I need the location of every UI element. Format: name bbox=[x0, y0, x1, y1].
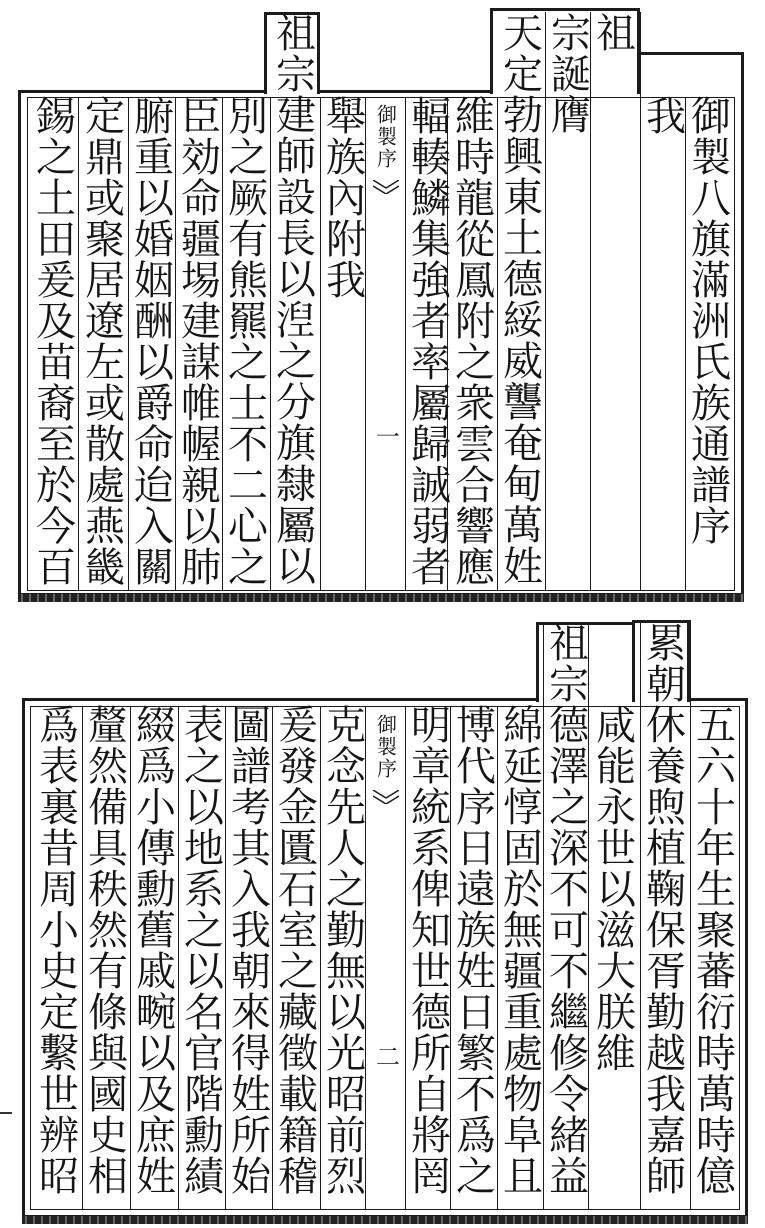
text-column: 祖 宗 德 澤 之 深 不 可 不 繼 修 令 緒 益 bbox=[549, 621, 589, 1200]
text-column: 我 bbox=[646, 94, 686, 140]
text-column: 別 之 厥 有 熊 羆 之 士 不 二 心 之 bbox=[228, 94, 268, 591]
text-column: 祖 宗 建 師 設 長 以 湼 之 分 旗 隸 屬 以 bbox=[276, 11, 316, 590]
page-2 bbox=[0, 610, 765, 1228]
page-2-bottom-border bbox=[22, 1216, 748, 1224]
text-column: 腑 重 以 婚 姻 酬 以 爵 命 迨 入 關 bbox=[134, 94, 174, 591]
center-title: 御製序 bbox=[373, 714, 398, 780]
text-column: 錫 之 土 田 爰 及 苗 裔 至 於 今 百 bbox=[36, 94, 76, 591]
center-title: 御製序 bbox=[373, 104, 398, 170]
text-column: 輻 輳 鱗 集 強 者 率 屬 歸 誠 弱 者 bbox=[411, 94, 451, 591]
text-column: 五 六 十 年 生 聚 蕃 衍 時 萬 時 億 bbox=[696, 703, 736, 1200]
text-column: 咸 能 永 世 以 滋 大 朕 維 bbox=[596, 703, 636, 1077]
text-column: 臣 効 命 疆 埸 建 謀 帷 幄 親 以 肺 bbox=[181, 94, 221, 591]
page-1-tab-honorific bbox=[640, 52, 744, 94]
text-column: 博 代 序 日 遠 族 姓 日 繁 不 爲 之 bbox=[456, 703, 496, 1200]
text-column: 舉 族 內 附 我 bbox=[326, 94, 366, 304]
fish-tail-icon bbox=[373, 790, 399, 804]
text-column: 御 製 八 旗 滿 洲 氏 族 通 譜 序 bbox=[691, 94, 731, 550]
text-column: 爰 發 金 匱 石 室 之 藏 徵 載 籍 稽 bbox=[278, 703, 318, 1200]
page-1 bbox=[0, 0, 765, 600]
text-column: 表 之 以 地 系 之 以 名 官 階 勳 績 bbox=[184, 703, 224, 1200]
page-1-bottom-border bbox=[18, 594, 744, 602]
text-column: 綴 爲 小 傳 勳 舊 戚 畹 以 及 庶 姓 bbox=[136, 703, 176, 1200]
folio-number: 一 bbox=[371, 424, 400, 448]
page-1-center-fold bbox=[368, 104, 404, 448]
text-column: 累 朝 休 養 煦 植 鞠 保 胥 勤 越 我 嘉 師 bbox=[646, 621, 686, 1200]
text-column: 綿 延 惇 固 於 無 疆 重 處 物 阜 且 bbox=[503, 703, 543, 1200]
text-column: 天 定 勃 興 東 土 德 綏 威 讋 奄 甸 萬 姓 bbox=[503, 11, 543, 590]
text-column: 爲 表 裏 昔 周 小 史 定 繫 世 辨 昭 bbox=[39, 703, 79, 1200]
margin-mark bbox=[0, 1112, 12, 1114]
fish-tail-icon bbox=[373, 180, 399, 194]
text-column: 釐 然 備 具 秩 然 有 條 與 國 史 相 bbox=[88, 703, 128, 1200]
text-column: 定 鼎 或 聚 居 遼 左 或 散 處 燕 畿 bbox=[85, 94, 125, 591]
text-column: 宗 誕 膺 bbox=[551, 11, 591, 139]
text-column: 維 時 龍 從 鳳 附 之 衆 雲 合 響 應 bbox=[455, 94, 495, 591]
folio-number: 二 bbox=[371, 1044, 400, 1068]
page-2-center-fold bbox=[368, 714, 404, 1068]
text-column: 祖 bbox=[596, 11, 636, 57]
text-column: 圖 譜 考 其 入 我 朝 來 得 姓 所 始 bbox=[231, 703, 271, 1200]
text-column: 明 章 統 系 俾 知 世 德 所 自 將 罔 bbox=[411, 703, 451, 1200]
text-column: 克 念 先 人 之 勤 無 以 光 昭 前 烈 bbox=[326, 703, 366, 1200]
